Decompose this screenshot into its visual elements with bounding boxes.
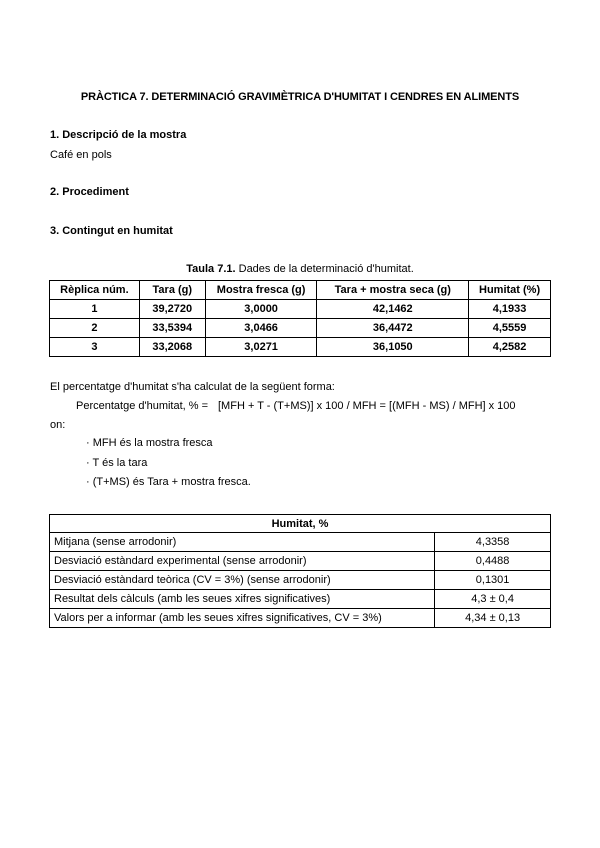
col-header-replica: Rèplica núm. (50, 281, 140, 300)
legend-item-mfh: · MFH és la mostra fresca (86, 437, 213, 449)
formula-expression: [MFH + T - (T+MS)] x 100 / MFH = [(MFH - MS) / MFH] x 100 (218, 400, 516, 412)
formula-label: Percentatge d'humitat, % = (76, 400, 209, 412)
result-value: 4,34 ± 0,13 (435, 609, 551, 628)
table1-caption-label: Taula 7.1. (186, 263, 236, 275)
cell-mostra-fresca: 3,0271 (205, 338, 317, 357)
table-header-row (50, 281, 551, 300)
table-row (50, 609, 551, 628)
result-label: Valors per a informar (amb les seues xifres significatives, CV = 3%) (50, 609, 435, 628)
table-row (50, 300, 551, 319)
result-value: 0,4488 (435, 552, 551, 571)
col-header-tara-mostra-seca: Tara + mostra seca (g) (317, 281, 469, 300)
cell-humitat: 4,5559 (469, 319, 551, 338)
section2-heading: 2. Procediment (50, 186, 129, 198)
table1-caption (0, 263, 600, 275)
cell-humitat: 4,1933 (469, 300, 551, 319)
col-header-humitat: Humitat (%) (469, 281, 551, 300)
result-label: Resultat dels càlculs (amb les seues xifres significatives) (50, 590, 435, 609)
document-title: PRÀCTICA 7. DETERMINACIÓ GRAVIMÈTRICA D'HUMITAT I CENDRES EN ALIMENTS (80, 91, 520, 103)
result-value: 0,1301 (435, 571, 551, 590)
result-label: Desviació estàndard experimental (sense arrodonir) (50, 552, 435, 571)
formula-on: on: (50, 419, 66, 431)
cell-humitat: 4,2582 (469, 338, 551, 357)
table-row (50, 319, 551, 338)
cell-replica: 2 (50, 319, 140, 338)
cell-tara: 33,5394 (139, 319, 205, 338)
formula-intro: El percentatge d'humitat s'ha calculat de la següent forma: (50, 381, 335, 393)
results-header: Humitat, % (50, 515, 551, 533)
cell-tara-mostra-seca: 42,1462 (317, 300, 469, 319)
cell-tara-mostra-seca: 36,4472 (317, 319, 469, 338)
col-header-tara: Tara (g) (139, 281, 205, 300)
moisture-data-table (49, 280, 551, 357)
section3-heading: 3. Contingut en humitat (50, 225, 173, 237)
table-row (50, 571, 551, 590)
cell-tara: 39,2720 (139, 300, 205, 319)
cell-mostra-fresca: 3,0000 (205, 300, 317, 319)
table-row (50, 533, 551, 552)
legend-item-tara: · T és la tara (86, 457, 148, 469)
table1-caption-text: Dades de la determinació d'humitat. (235, 263, 414, 275)
legend-item-tara-mostra: · (T+MS) és Tara + mostra fresca. (86, 476, 251, 488)
result-value: 4,3358 (435, 533, 551, 552)
sample-description: Café en pols (50, 149, 112, 161)
cell-tara-mostra-seca: 36,1050 (317, 338, 469, 357)
table-row (50, 552, 551, 571)
table-row (50, 338, 551, 357)
cell-mostra-fresca: 3,0466 (205, 319, 317, 338)
section1-heading: 1. Descripció de la mostra (50, 129, 187, 141)
cell-replica: 1 (50, 300, 140, 319)
result-label: Mitjana (sense arrodonir) (50, 533, 435, 552)
cell-tara: 33,2068 (139, 338, 205, 357)
table-header-row (50, 515, 551, 533)
moisture-results-table (49, 514, 551, 628)
table-row (50, 590, 551, 609)
cell-replica: 3 (50, 338, 140, 357)
col-header-mostra-fresca: Mostra fresca (g) (205, 281, 317, 300)
result-label: Desviació estàndard teòrica (CV = 3%) (sense arrodonir) (50, 571, 435, 590)
result-value: 4,3 ± 0,4 (435, 590, 551, 609)
